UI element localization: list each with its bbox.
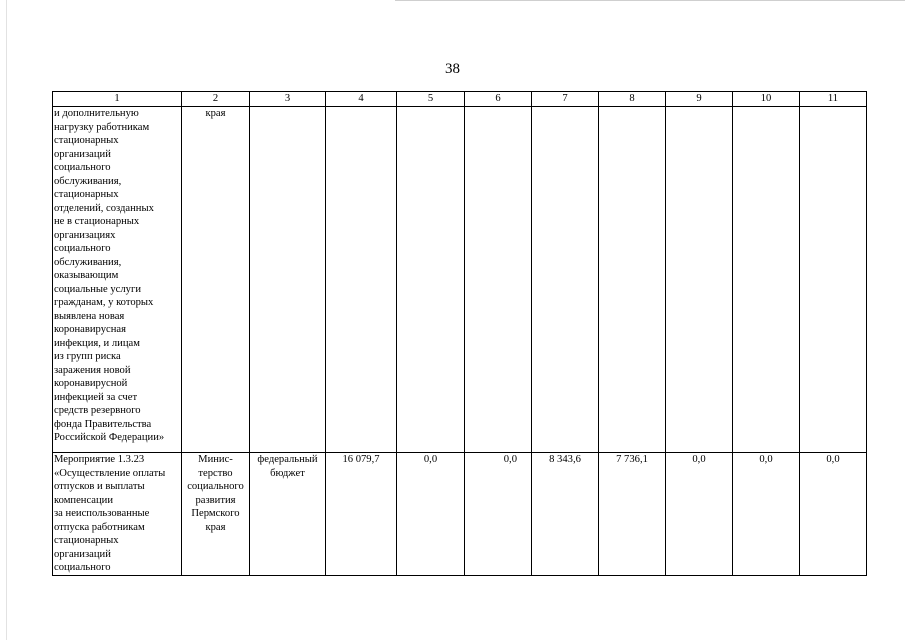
value-cell: 0,0 [465, 453, 532, 576]
value-cell [465, 107, 532, 453]
measure-description-cell: Мероприятие 1.3.23 «Осуществление оплаты отпусков и выплаты компенсации за неиспользованные отпуска работникам стационарных организаций социального [53, 453, 182, 576]
funding-source-cell: федеральный бюджет [250, 453, 326, 576]
value-cell [326, 107, 397, 453]
funding-source-cell [250, 107, 326, 453]
header-cell: 10 [733, 92, 800, 107]
value-cell [733, 107, 800, 453]
page-number: 38 [445, 61, 460, 77]
budget-table [52, 91, 867, 576]
scan-artifact-edge [6, 0, 7, 640]
value-cell [599, 107, 666, 453]
header-cell: 11 [800, 92, 867, 107]
header-cell: 4 [326, 92, 397, 107]
table-row [53, 107, 867, 453]
header-cell: 7 [532, 92, 599, 107]
header-cell: 2 [182, 92, 250, 107]
value-cell [532, 107, 599, 453]
value-cell: 0,0 [733, 453, 800, 576]
table-row [53, 453, 867, 576]
value-cell [666, 107, 733, 453]
header-cell: 9 [666, 92, 733, 107]
value-cell: 0,0 [666, 453, 733, 576]
header-cell: 8 [599, 92, 666, 107]
value-cell: 0,0 [397, 453, 465, 576]
header-cell: 1 [53, 92, 182, 107]
total-value-cell: 16 079,7 [326, 453, 397, 576]
header-row [53, 92, 867, 107]
header-cell: 3 [250, 92, 326, 107]
value-cell [800, 107, 867, 453]
header-cell: 5 [397, 92, 465, 107]
value-cell: 8 343,6 [532, 453, 599, 576]
value-cell: 7 736,1 [599, 453, 666, 576]
value-cell [397, 107, 465, 453]
value-cell: 0,0 [800, 453, 867, 576]
executor-cell: края [182, 107, 250, 453]
executor-cell: Минис- терство социального развития Пермского края [182, 453, 250, 576]
scan-artifact-line [395, 0, 905, 1]
measure-description-cell: и дополнительную нагрузку работникам стационарных организаций социального обслуживания, стационарных отделений, созданных не в стационарных организациях социального обслуживания, оказывающим социальные услуги гражданам, у которых выявлена новая коронавирусная инфекция, и лицам из групп риска заражения новой коронавирусной инфекцией за счет средств резервного фонда Правительства Российской Федерации» [53, 107, 182, 453]
header-cell: 6 [465, 92, 532, 107]
